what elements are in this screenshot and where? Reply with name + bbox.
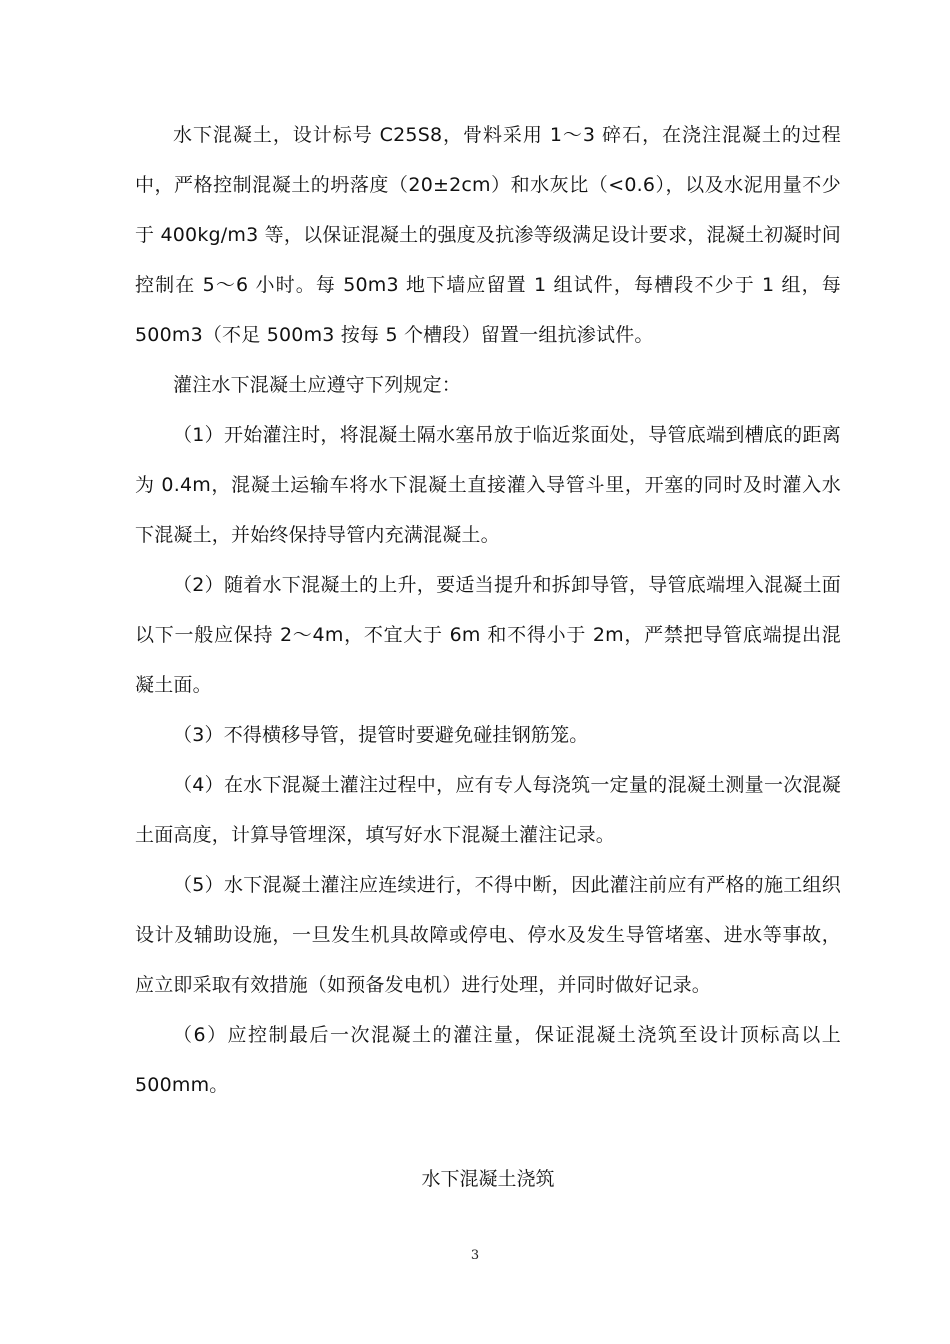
paragraph-rule-4: （4）在水下混凝土灌注过程中，应有专人每浇筑一定量的混凝土测量一次混凝土面高度，计算导管埋深，填写好水下混凝土灌注记录。	[135, 774, 841, 846]
paragraph-rules-intro: 灌注水下混凝土应遵守下列规定：	[173, 374, 462, 396]
paragraph-rule-6: （6）应控制最后一次混凝土的灌注量，保证混凝土浇筑至设计顶标高以上 500mm。	[135, 1024, 841, 1096]
body-text	[135, 110, 841, 1110]
paragraph-rule-1: （1）开始灌注时，将混凝土隔水塞吊放于临近浆面处，导管底端到槽底的距离为 0.4m，混凝土运输车将水下混凝土直接灌入导管斗里，开塞的同时及时灌入水下混凝土，并始终保持导管内充满混凝土。	[135, 424, 841, 546]
page-number: 3	[470, 1248, 480, 1263]
paragraph-rule-3: （3）不得横移导管，提管时要避免碰挂钢筋笼。	[173, 724, 589, 746]
paragraph-concrete-spec: 水下混凝土，设计标号 C25S8，骨料采用 1～3 碎石，在浇注混凝土的过程中，严格控制混凝土的坍落度（20±2cm）和水灰比（<0.6），以及水泥用量不少于 400kg/m3 等，以保证混凝土的强度及抗渗等级满足设计要求，混凝土初凝时间控制在 5～6 小时。每 50m3 地下墙应留置 1 组试件，每槽段不少于 1 组，每 500m3（不足 500m3 按每 5 个槽段）留置一组抗渗试件。	[135, 124, 841, 346]
section-heading: 水下混凝土浇筑	[421, 1168, 555, 1190]
paragraph-rule-2: （2）随着水下混凝土的上升，要适当提升和拆卸导管，导管底端埋入混凝土面以下一般应保持 2～4m，不宜大于 6m 和不得小于 2m，严禁把导管底端提出混凝土面。	[135, 574, 841, 696]
paragraph-rule-5: （5）水下混凝土灌注应连续进行，不得中断，因此灌注前应有严格的施工组织设计及辅助设施，一旦发生机具故障或停电、停水及发生导管堵塞、进水等事故，应立即采取有效措施（如预备发电机）进行处理，并同时做好记录。	[135, 874, 841, 996]
